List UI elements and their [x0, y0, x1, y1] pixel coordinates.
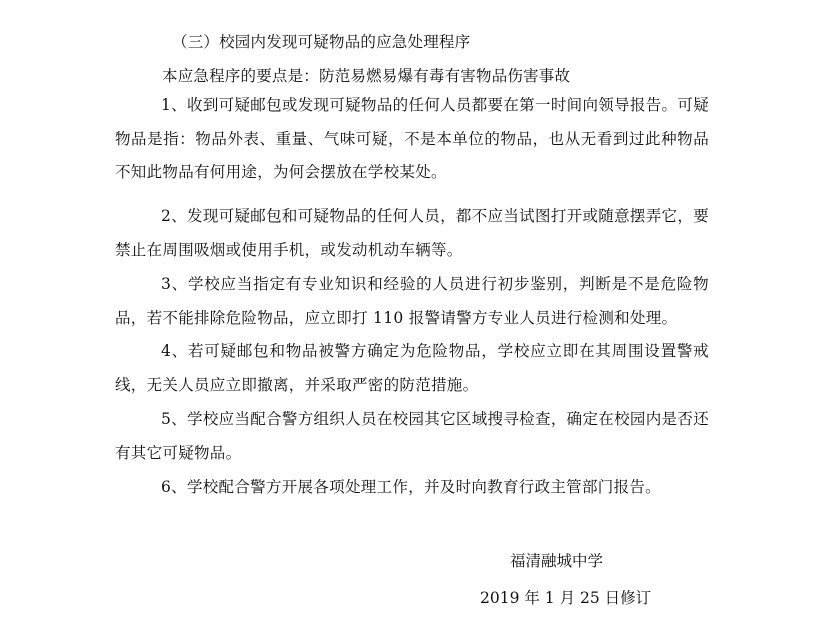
paragraph-1: 1、收到可疑邮包或发现可疑物品的任何人员都要在第一时间向领导报告。可疑物品是指：物品外表、重量、气味可疑，不是本单位的物品，也从无看到过此种物品不知此物品有何用途，为何会摆放在学校某处。: [115, 96, 709, 181]
paragraph-4: 4、若可疑邮包和物品被警方确定为危险物品，学校应立即在其周围设置警戒线，无关人员应立即撤离，并采取严密的防范措施。: [115, 342, 709, 394]
paragraph-6: 6、学校配合警方开展各项处理工作，并及时向教育行政主管部门报告。: [161, 478, 661, 496]
paragraph-5: 5、学校应当配合警方组织人员在校园其它区域搜寻检查，确定在校园内是否还有其它可疑物品。: [115, 410, 709, 462]
paragraph-2: 2、发现可疑邮包和可疑物品的任何人员，都不应当试图打开或随意摆弄它，要禁止在周围吸烟或使用手机，或发动机动车辆等。: [115, 207, 709, 259]
intro-line: 本应急程序的要点是：防范易燃易爆有毒有害物品伤害事故: [162, 67, 571, 85]
section-heading: （三）校园内发现可疑物品的应急处理程序: [172, 33, 471, 51]
paragraph-3: 3、学校应当指定有专业知识和经验的人员进行初步鉴别，判断是不是危险物品，若不能排除危险物品，应立即打 110 报警请警方专业人员进行检测和处理。: [115, 275, 709, 327]
signature-date: 2019 年 1 月 25 日修订: [480, 589, 652, 607]
signature-school: 福清融城中学: [510, 552, 604, 570]
